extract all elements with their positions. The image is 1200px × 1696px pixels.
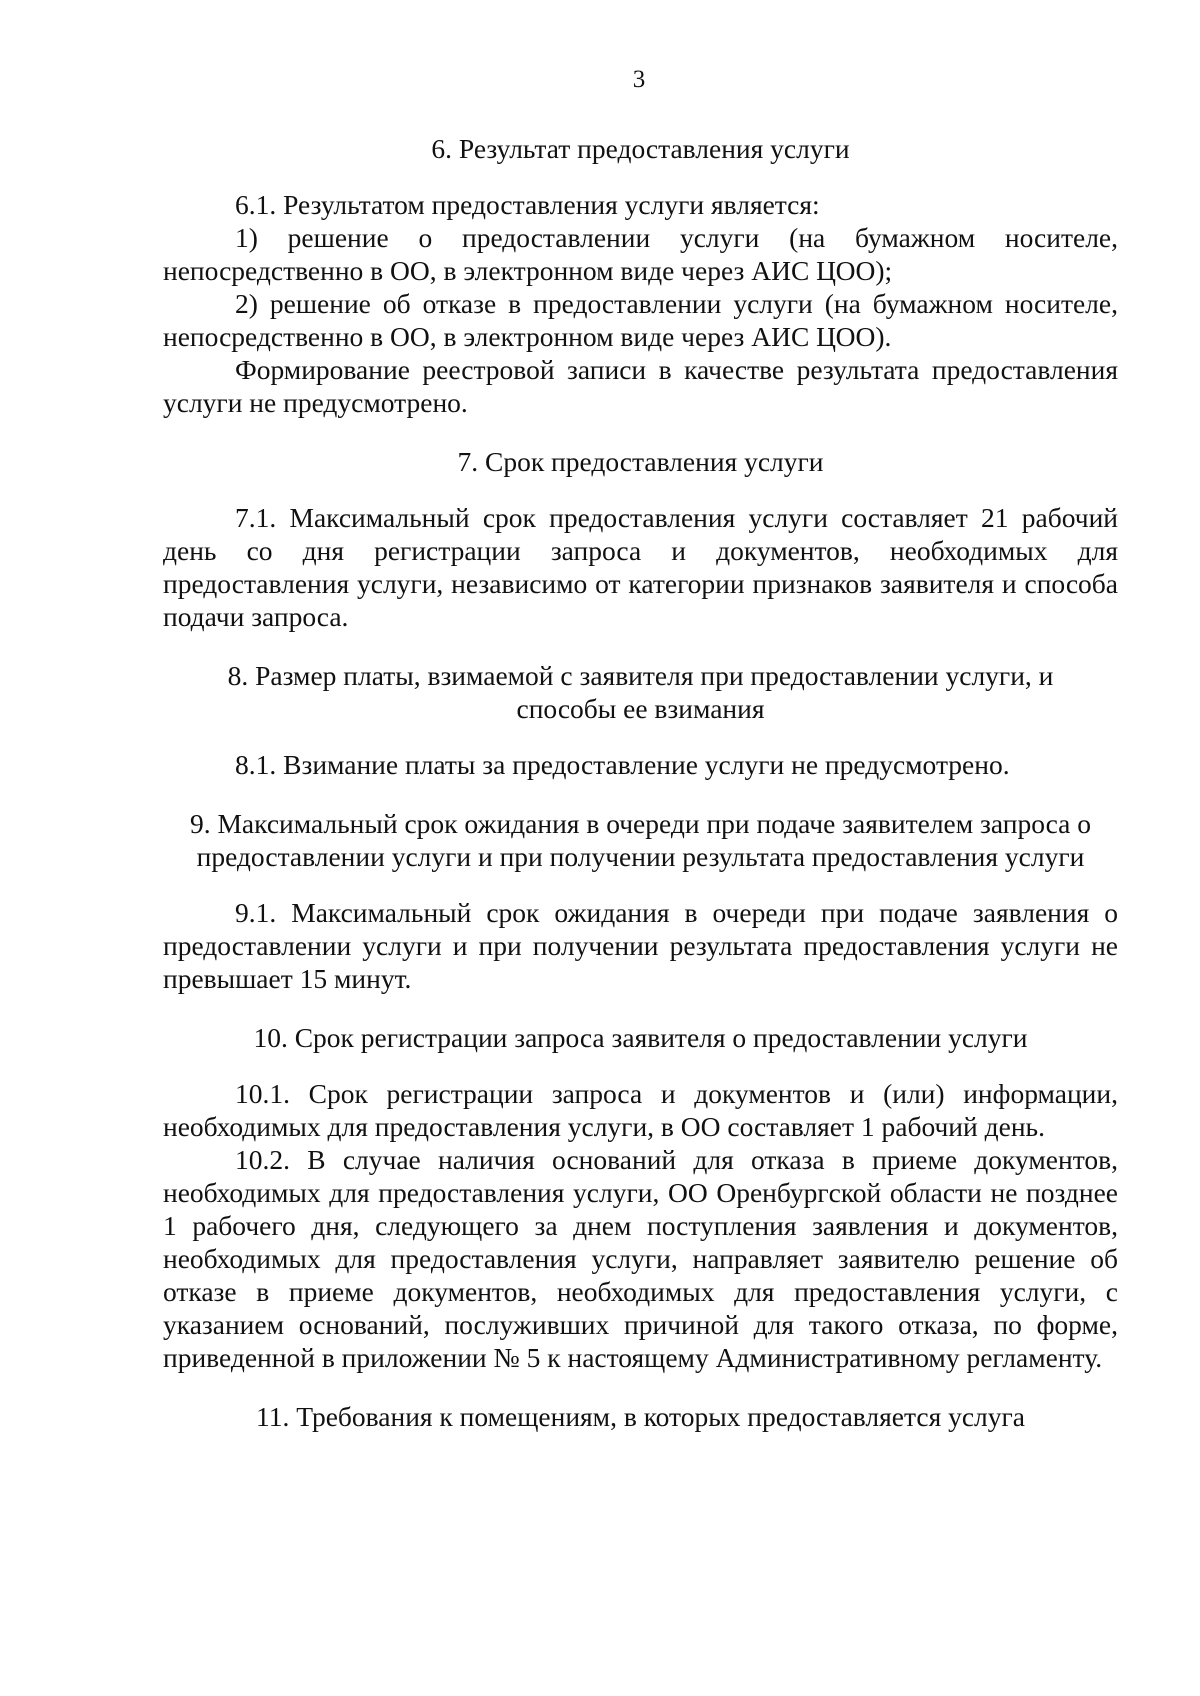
section-heading: 11. Требования к помещениям, в которых предоставляется услуга [255,1401,1026,1432]
section-9 [163,807,1118,995]
paragraph: 2) решение об отказе в предоставлении услуги (на бумажном носителе, непосредственно в ОО, в электронном виде через АИС ЦОО). [163,288,1118,352]
section-heading-line-1: 9. Максимальный срок ожидания в очереди при подаче заявителем запроса о [189,808,1092,839]
paragraph: 10.2. В случае наличия оснований для отказа в приеме документов, необходимых для предоставления услуги, ОО Оренбургской области не позднее 1 рабочего дня, следующего за днем поступления заявления и документов, необходимых для предоставления услуги, направляет заявителю решение об отказе в приеме документов, необходимых для предоставления услуги, с указанием оснований, послуживших причиной для такого отказа, по форме, приведенной в приложении № 5 к настоящему Административному регламенту. [163,1144,1118,1373]
section-8 [163,659,1118,781]
section-11 [163,1400,1118,1433]
section-heading-line-2: способы ее взимания [516,693,765,724]
paragraph: 7.1. Максимальный срок предоставления услуги составляет 21 рабочий день со дня регистрации запроса и документов, необходимых для предоставления услуги, независимо от категории признаков заявителя и способа подачи запроса. [163,502,1118,632]
section-heading: 7. Срок предоставления услуги [457,446,824,477]
section-7 [163,445,1118,633]
paragraph: 8.1. Взимание платы за предоставление услуги не предусмотрено. [235,749,1010,780]
paragraph: 9.1. Максимальный срок ожидания в очереди при подаче заявления о предоставлении услуги и при получении результата предоставления услуги не превышает 15 минут. [163,897,1118,994]
paragraph: Формирование реестровой записи в качестве результата предоставления услуги не предусмотрено. [163,354,1118,418]
section-heading-line-1: 8. Размер платы, взимаемой с заявителя при предоставлении услуги, и [227,660,1054,691]
page-number: 3 [632,66,646,93]
section-heading-line-2: предоставлении услуги и при получении результата предоставления услуги [196,841,1085,872]
paragraph: 10.1. Срок регистрации запроса и документов и (или) информации, необходимых для предоставления услуги, в ОО составляет 1 рабочий день. [163,1078,1118,1142]
paragraph: 6.1. Результатом предоставления услуги является: [235,189,820,220]
section-10 [163,1021,1118,1374]
paragraph: 1) решение о предоставлении услуги (на бумажном носителе, непосредственно в ОО, в электронном виде через АИС ЦОО); [163,222,1118,286]
section-heading: 10. Срок регистрации запроса заявителя о предоставлении услуги [253,1022,1028,1053]
section-heading: 6. Результат предоставления услуги [431,133,850,164]
section-6 [163,132,1118,419]
document-body [163,132,1118,1433]
